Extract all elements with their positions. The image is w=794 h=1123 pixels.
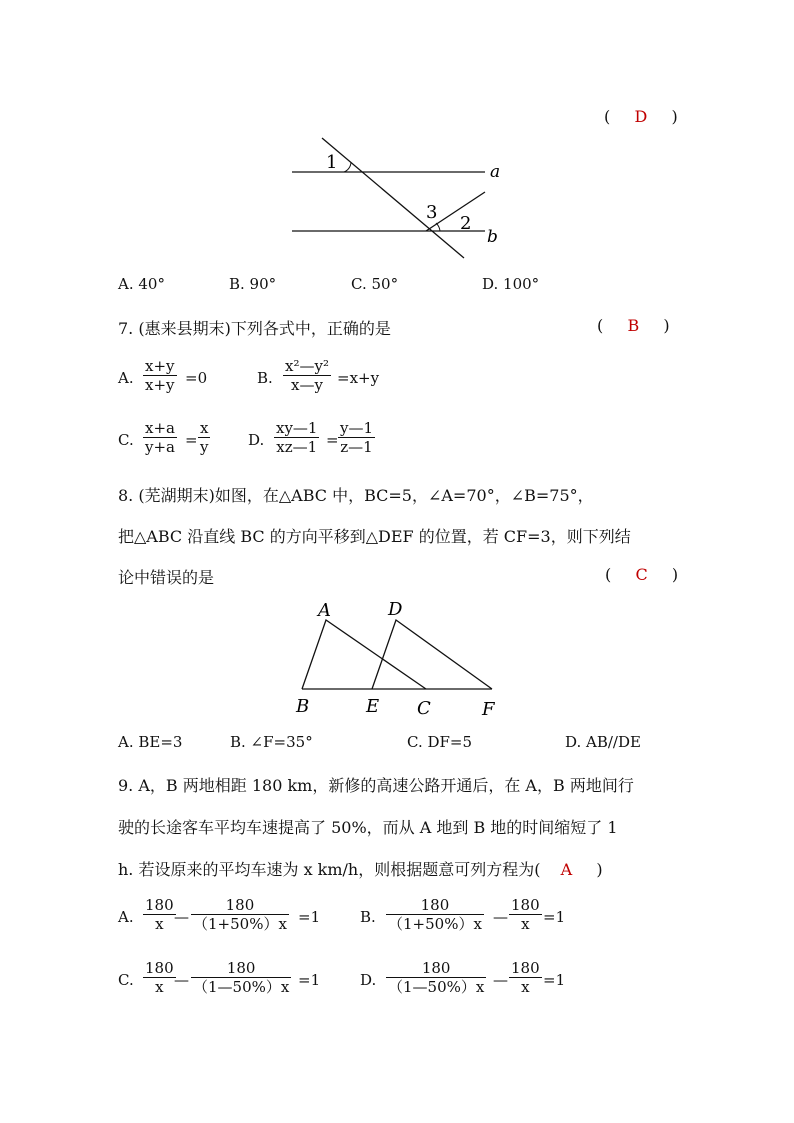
q9-d-op: —: [493, 971, 508, 989]
q7-d-fraction-right: [338, 419, 375, 456]
q9-b-f1n: 180: [420, 896, 450, 914]
q9-paren-close: ): [596, 860, 603, 879]
angle-arc-1: [344, 162, 351, 172]
label-C: C: [417, 698, 431, 719]
q7-c-den1: y+a: [145, 438, 175, 456]
q7-d-eq: =: [326, 431, 339, 449]
label-D: D: [388, 599, 403, 620]
q6-answer-parens: [604, 107, 678, 126]
q9-d-label: D.: [360, 971, 377, 989]
q7-b-rhs: =x+y: [337, 369, 380, 387]
q7-a-label: A.: [118, 369, 134, 387]
q8-line-1: 8. (芜湖期末)如图，在△ABC 中，BC=5，∠A=70°，∠B=75°，: [118, 486, 594, 505]
q6-option-d: D. 100°: [482, 275, 540, 293]
q7-a-rhs: =0: [185, 369, 208, 387]
q9-b-f2n: 180: [511, 896, 540, 914]
label-A: A: [318, 600, 331, 621]
q9-b-fraction-2: [509, 896, 542, 933]
q9-c-f1n: 180: [145, 959, 174, 977]
q7-c-num2: x: [200, 419, 209, 437]
q9-a-f1n: 180: [145, 896, 174, 914]
q9-b-f2d: x: [509, 914, 542, 933]
q7-b-fraction: [283, 357, 331, 394]
q7-c-label: C.: [118, 431, 134, 449]
q9-d-f1d: （1—50%）x: [388, 978, 485, 996]
q9-line-1: 9. A，B 两地相距 180 km，新修的高速公路开通后，在 A，B 两地间行: [118, 776, 634, 795]
q9-a-fraction-2: [191, 896, 289, 933]
q7-answer: B: [627, 316, 640, 335]
label-3: 3: [426, 202, 438, 223]
label-1: 1: [326, 152, 338, 173]
label-a: a: [490, 162, 501, 182]
q6-answer: D: [634, 107, 648, 126]
q7-b-den: x—y: [283, 375, 331, 394]
q6-paren-close: ): [671, 107, 678, 126]
q6-option-a: A. 40°: [118, 275, 165, 293]
q6-option-b: B. 90°: [229, 275, 277, 293]
label-B: B: [296, 696, 310, 717]
q9-c-f2n: 180: [226, 959, 256, 977]
q8-line-2: 把△ABC 沿直线 BC 的方向平移到△DEF 的位置，若 CF=3，则下列结: [118, 527, 631, 546]
q7-b-label: B.: [257, 369, 273, 387]
q8-option-b: B. ∠F=35°: [230, 733, 313, 751]
q9-c-label: C.: [118, 971, 134, 989]
q9-b-op: —: [493, 908, 508, 926]
q7-c-fraction-left: [143, 419, 177, 456]
label-2: 2: [460, 213, 472, 234]
q7-a-den: x+y: [145, 376, 175, 394]
q7-paren-open: (: [597, 316, 604, 335]
q9-d-f2d: x: [509, 977, 542, 996]
q6-figure: [280, 130, 520, 270]
label-b: b: [487, 227, 498, 247]
q9-a-op: —: [174, 908, 189, 926]
q8-paren-close: ): [671, 565, 679, 584]
q9-d-fraction-2: [509, 959, 542, 996]
q7-d-fraction-left: [274, 419, 319, 456]
q9-d-rhs: =1: [543, 971, 566, 989]
label-E: E: [366, 696, 380, 717]
q7-c-num1: x+a: [145, 419, 175, 437]
q7-paren-close: ): [663, 316, 670, 335]
q7-d-den2: z—1: [338, 437, 375, 456]
q6-paren-open: (: [604, 107, 611, 126]
q9-a-rhs: =1: [298, 908, 321, 926]
q8-answer-parens: [605, 565, 678, 584]
q8-figure: [290, 592, 510, 722]
q7-a-num: x+y: [145, 357, 175, 375]
q9-a-f2d: （1+50%）x: [193, 915, 287, 933]
q9-b-label: B.: [360, 908, 376, 926]
q7-d-num2: y—1: [340, 419, 374, 437]
q7-b-num: x²—y²: [285, 357, 329, 375]
q7-c-eq: =: [185, 431, 198, 449]
q8-answer: C: [635, 565, 648, 584]
q8-line-3: 论中错误的是: [118, 568, 215, 587]
q9-c-fraction-2: [191, 959, 291, 996]
q7-d-den1: xz—1: [274, 437, 319, 456]
q9-a-f2n: 180: [225, 896, 255, 914]
q9-b-f1d: （1+50%）x: [388, 915, 482, 933]
q9-a-f1d: x: [143, 914, 176, 933]
q8-option-c: C. DF=5: [407, 733, 473, 751]
q9-line-3-text: h. 若设原来的平均车速为 x km/h，则根据题意可列方程为(: [118, 860, 541, 879]
q9-c-rhs: =1: [298, 971, 321, 989]
q7-d-num1: xy—1: [276, 419, 318, 437]
transversal: [322, 138, 464, 258]
q7-answer-parens: [597, 316, 670, 335]
q9-a-fraction-1: [143, 896, 176, 933]
q8-paren-open: (: [605, 565, 612, 584]
q9-b-fraction-1: [386, 896, 484, 933]
q9-line-2: 驶的长途客车平均车速提高了 50%，而从 A 地到 B 地的时间缩短了 1: [118, 818, 618, 837]
q7-d-label: D.: [248, 431, 265, 449]
q9-line-3: [118, 857, 603, 880]
angle-arc-2: [436, 223, 440, 231]
q9-b-rhs: =1: [543, 908, 566, 926]
q6-option-c: C. 50°: [351, 275, 399, 293]
triangle-abc: [302, 620, 426, 689]
q9-a-label: A.: [118, 908, 134, 926]
q7-stem: 7. (惠来县期末)下列各式中，正确的是: [118, 319, 391, 338]
q8-option-d: D. AB//DE: [565, 733, 641, 751]
label-F: F: [482, 699, 495, 720]
q8-option-a: A. BE=3: [118, 733, 183, 751]
q9-c-f2d: （1—50%）x: [193, 978, 290, 996]
q7-c-den2: y: [200, 438, 209, 456]
q7-c-fraction-right: [198, 419, 210, 456]
q9-c-f1d: x: [143, 977, 176, 996]
q9-c-fraction-1: [143, 959, 176, 996]
q9-d-fraction-1: [386, 959, 486, 996]
q7-a-fraction: [143, 357, 177, 394]
q9-c-op: —: [174, 971, 189, 989]
q9-d-f2n: 180: [511, 959, 540, 977]
q9-answer: A: [560, 860, 573, 879]
q9-d-f1n: 180: [421, 959, 451, 977]
triangle-def: [372, 620, 492, 689]
